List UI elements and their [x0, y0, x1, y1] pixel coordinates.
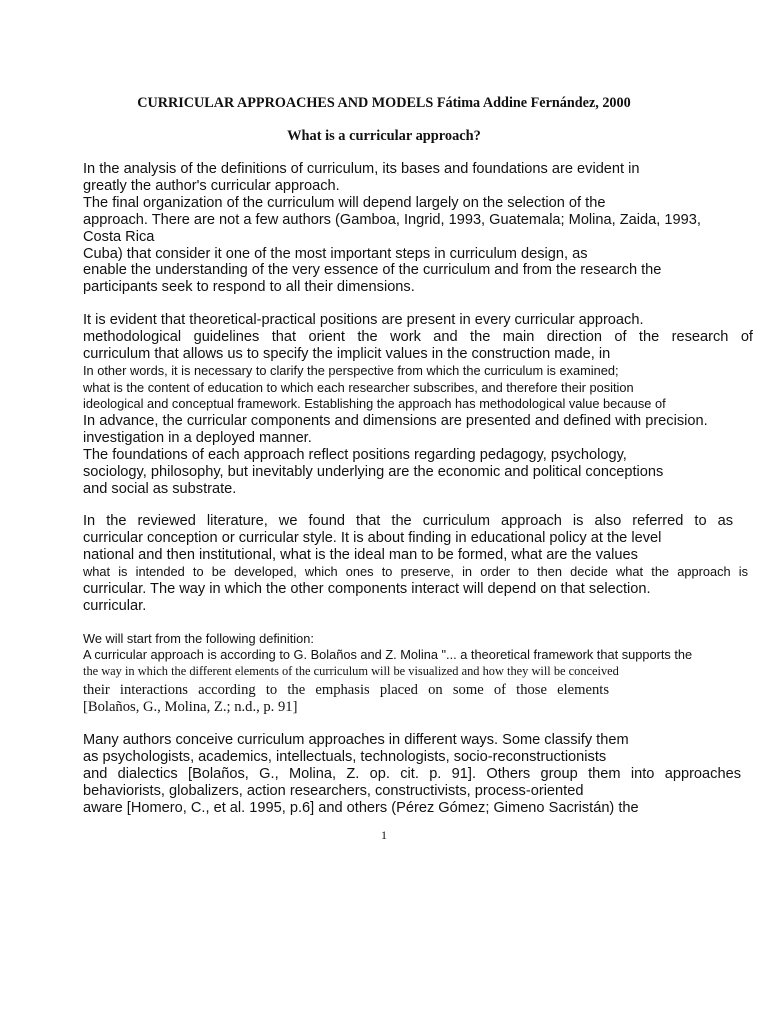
- text-line: investigation in a deployed manner.: [83, 430, 312, 446]
- text-line: greatly the author's curricular approach.: [83, 178, 340, 194]
- page-number: 1: [381, 828, 387, 842]
- text-line: Cuba) that consider it one of the most important steps in curriculum design, as: [83, 246, 588, 262]
- section-heading: What is a curricular approach?: [287, 128, 481, 144]
- text-line: participants seek to respond to all their dimensions.: [83, 279, 415, 295]
- text-line: ideological and conceptual framework. Establishing the approach has methodological value because of: [83, 396, 666, 411]
- citation-line: [Bolaños, G., Molina, Z.; n.d., p. 91]: [83, 699, 298, 715]
- text-line: national and then institutional, what is the ideal man to be formed, what are the values: [83, 547, 638, 563]
- text-line: enable the understanding of the very essence of the curriculum and from the research the: [83, 262, 662, 278]
- text-line: their interactions according to the emphasis placed on some of those elements: [83, 682, 609, 698]
- text-line: curricular. The way in which the other components interact will depend on that selection.: [83, 581, 651, 597]
- text-line: The foundations of each approach reflect positions regarding pedagogy, psychology,: [83, 447, 627, 463]
- text-line: In the analysis of the definitions of curriculum, its bases and foundations are evident in: [83, 161, 640, 177]
- text-line: It is evident that theoretical-practical positions are present in every curricular approach.: [83, 312, 644, 328]
- text-line: behaviorists, globalizers, action researchers, constructivists, process-oriented: [83, 783, 584, 799]
- text-line: In the reviewed literature, we found that the curriculum approach is also referred to as: [83, 513, 733, 529]
- text-line: methodological guidelines that orient the work and the main direction of the research of: [83, 329, 753, 345]
- text-line: what is the content of education to which each researcher subscribes, and therefore their position: [83, 380, 634, 395]
- text-line: In other words, it is necessary to clarify the perspective from which the curriculum is examined;: [83, 363, 619, 378]
- text-line: approach. There are not a few authors (Gamboa, Ingrid, 1993, Guatemala; Molina, Zaida, 1993,: [83, 212, 701, 228]
- document-title: CURRICULAR APPROACHES AND MODELS Fátima Addine Fernández, 2000: [137, 95, 631, 111]
- text-line: Many authors conceive curriculum approaches in different ways. Some classify them: [83, 732, 629, 748]
- text-line: curriculum that allows us to specify the implicit values in the construction made, in: [83, 346, 611, 362]
- text-line: curricular.: [83, 598, 147, 614]
- text-line: the way in which the different elements of the curriculum will be visualized and how they will be conceived: [83, 664, 619, 678]
- text-line: what is intended to be developed, which ones to preserve, in order to then decide what the approach is: [83, 564, 748, 579]
- text-line: We will start from the following definition:: [83, 631, 314, 646]
- text-line: Costa Rica: [83, 229, 155, 245]
- text-line: as psychologists, academics, intellectuals, technologists, socio-reconstructionists: [83, 749, 607, 765]
- text-line: The final organization of the curriculum will depend largely on the selection of the: [83, 195, 606, 211]
- text-line: sociology, philosophy, but inevitably underlying are the economic and political conceptions: [83, 464, 664, 480]
- text-line: In advance, the curricular components and dimensions are presented and defined with precision.: [83, 413, 708, 429]
- text-line: curricular conception or curricular style. It is about finding in educational policy at the level: [83, 530, 662, 546]
- text-line: and dialectics [Bolaños, G., Molina, Z. op. cit. p. 91]. Others group them into approaches: [83, 766, 741, 782]
- text-line: aware [Homero, C., et al. 1995, p.6] and others (Pérez Gómez; Gimeno Sacristán) the: [83, 800, 639, 816]
- text-line: A curricular approach is according to G. Bolaños and Z. Molina "... a theoretical framework that supports the: [83, 647, 693, 662]
- text-line: and social as substrate.: [83, 481, 237, 497]
